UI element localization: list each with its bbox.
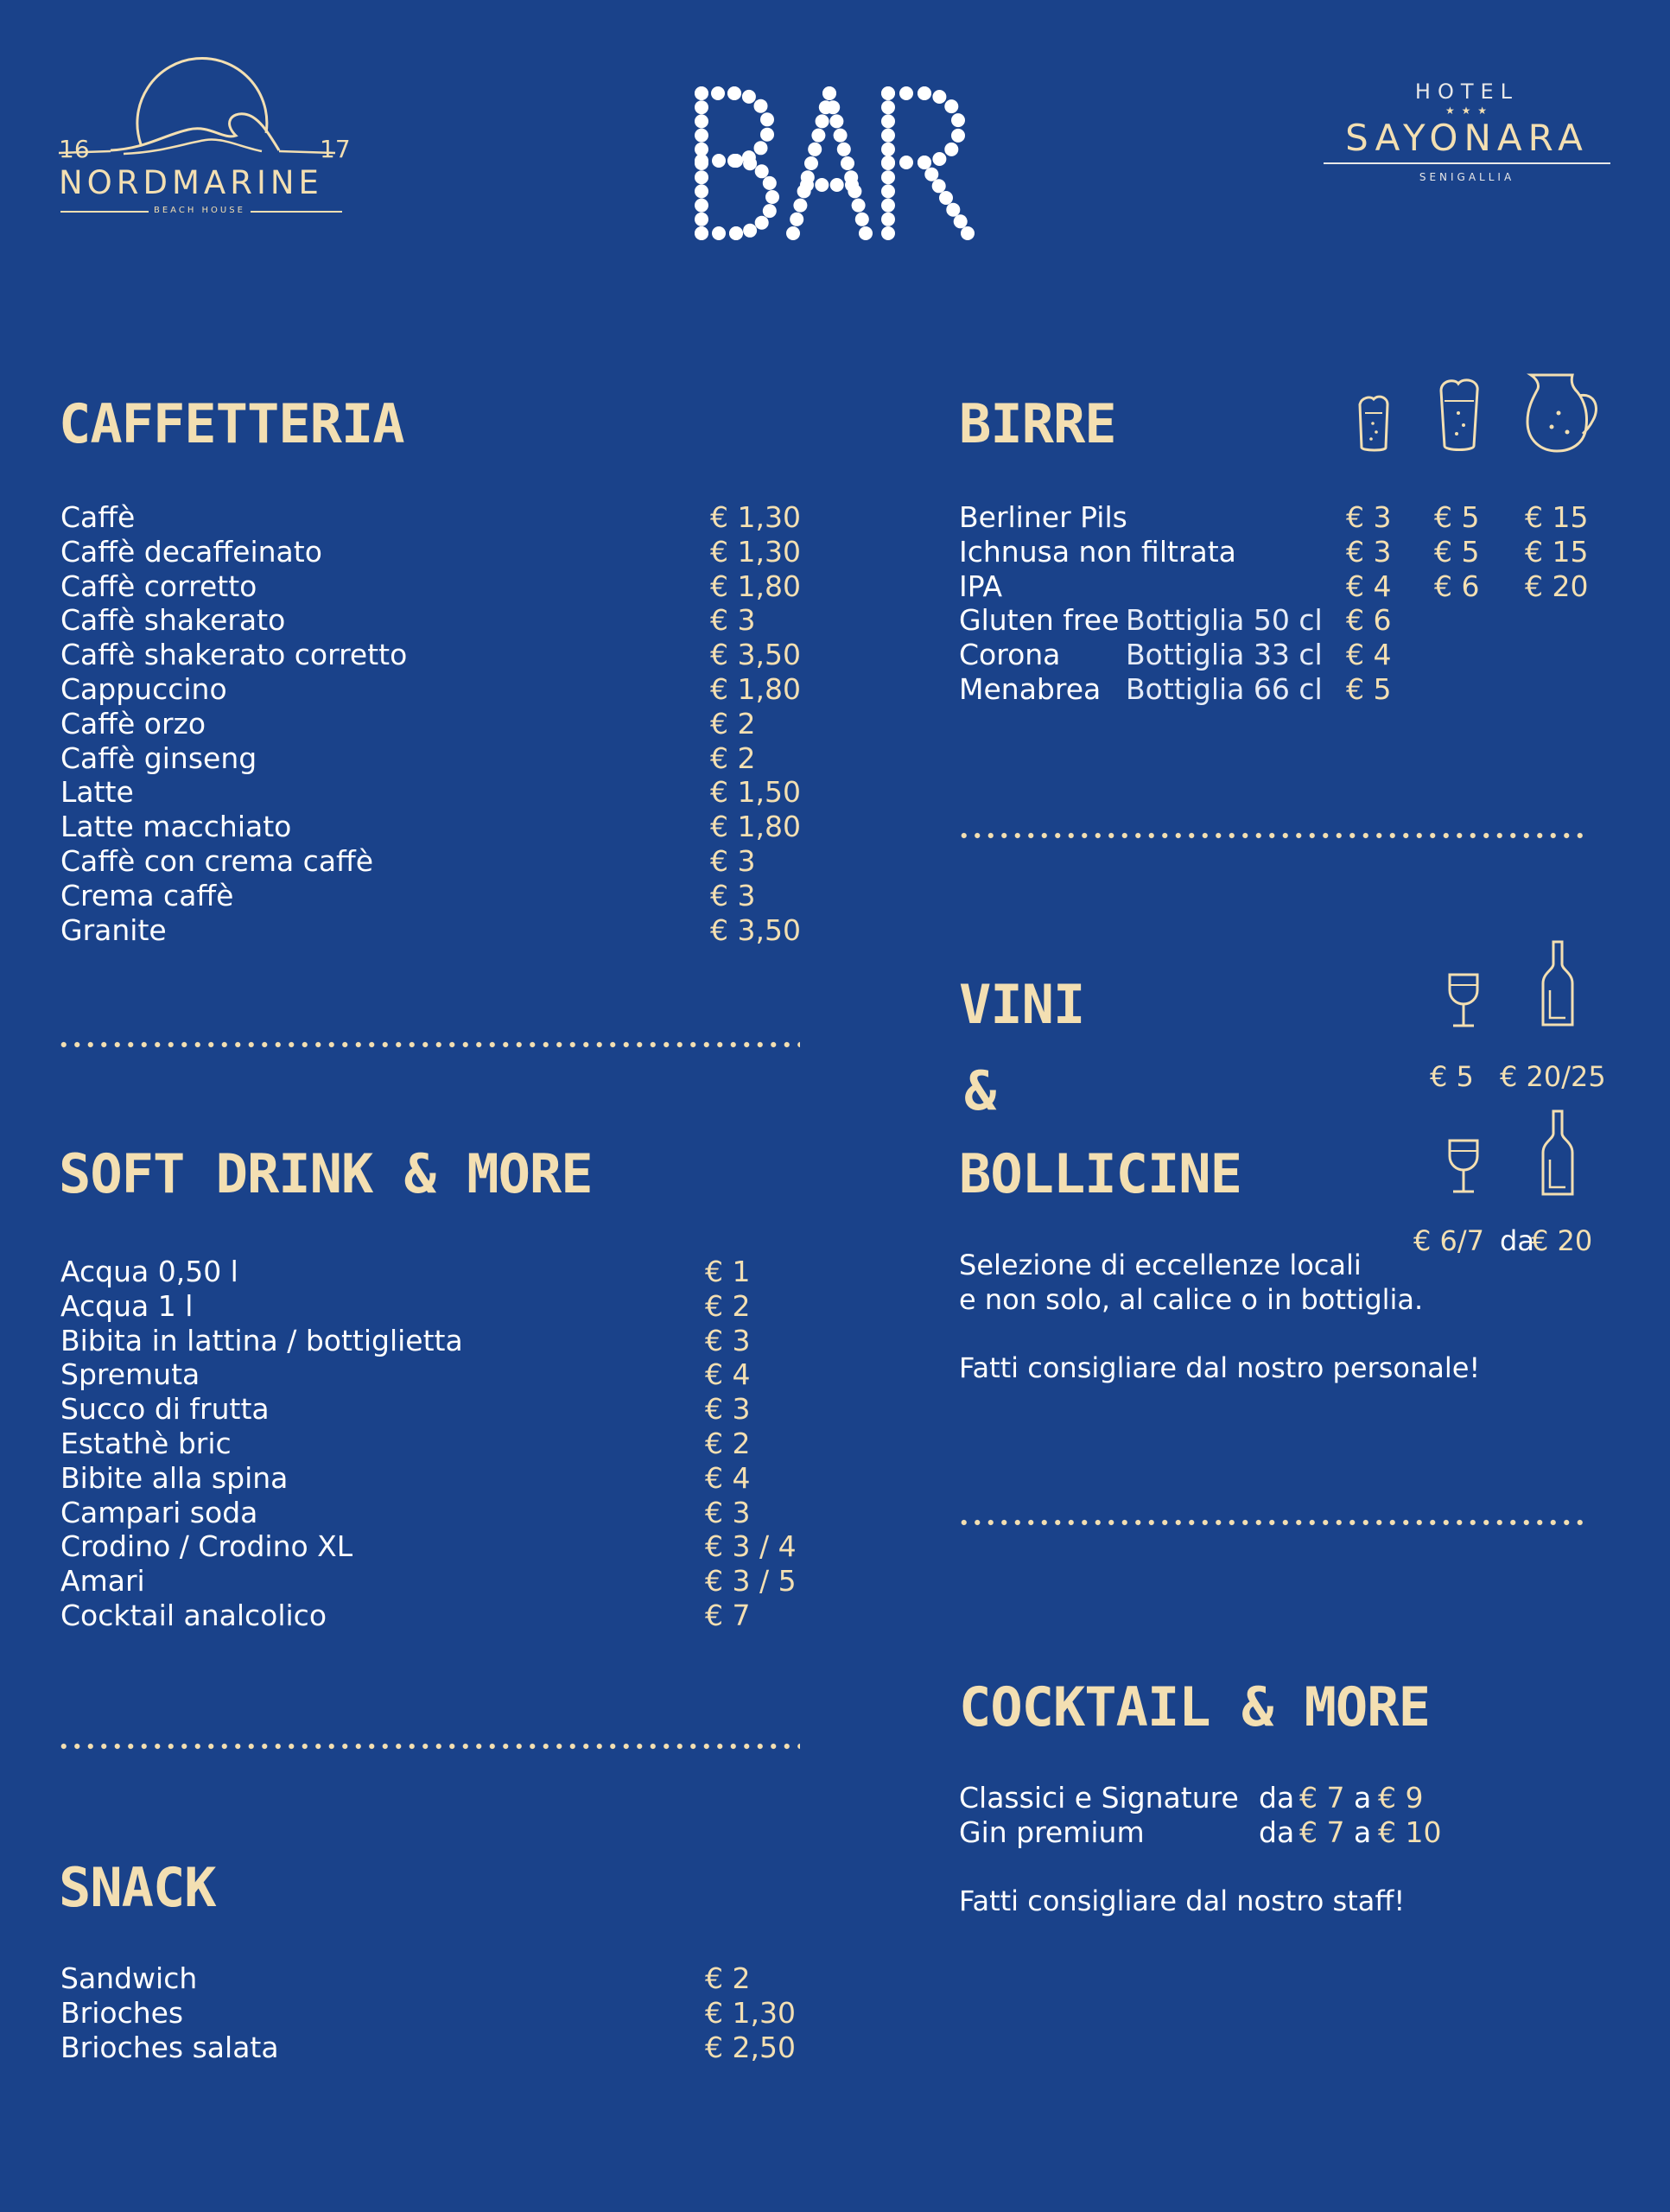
menu-item-price: € 3 / 4 [705, 1529, 797, 1564]
cocktail-price-to: € 10 [1378, 1815, 1442, 1849]
menu-item-price: € 4 [705, 1357, 751, 1392]
section-title-ampersand: & [964, 1059, 996, 1122]
menu-item-name: Caffè decaffeinato [60, 534, 322, 569]
menu-item-price: € 1,30 [710, 500, 801, 534]
menu-item [60, 1392, 838, 1427]
menu-item-price: € 2 [705, 1288, 751, 1323]
menu-item-name: Crema caffè [60, 878, 234, 912]
menu-item-price: € 3 [710, 603, 756, 638]
vini-description-3: Fatti consigliare dal nostro personale! [959, 1351, 1481, 1384]
menu-item [60, 1255, 838, 1289]
beer-price-pitcher: € 15 [1525, 500, 1589, 534]
logo-year-right: 17 [320, 135, 351, 163]
sparkling-bottle-prefix: da [1500, 1224, 1534, 1257]
menu-item [60, 672, 838, 707]
menu-item [60, 2031, 838, 2065]
sparkling-bottle-price: € 20 [1531, 1224, 1593, 1257]
cocktail-name: Gin premium [959, 1815, 1145, 1849]
snack-list [60, 1961, 838, 2064]
menu-item [60, 879, 838, 913]
menu-item [60, 535, 838, 569]
dotted-divider-1 [57, 1040, 800, 1049]
menu-item-price: € 1,30 [705, 1995, 796, 2030]
menu-item-name: Spremuta [60, 1357, 200, 1392]
beer-bottle-size: Bottiglia 33 cl [1126, 638, 1323, 672]
soft-drink-list [60, 1255, 838, 1633]
section-title-cocktail: COCKTAIL & MORE [959, 1675, 1430, 1738]
section-title-soft-drink: SOFT DRINK & MORE [59, 1142, 593, 1205]
menu-item-price: € 3 [710, 878, 756, 912]
menu-item-price: € 1,80 [710, 810, 801, 844]
cocktail-note: Fatti consigliare dal nostro staff! [959, 1885, 1406, 1917]
small-beer-glass-icon [1355, 394, 1394, 454]
menu-item [60, 810, 838, 844]
menu-item-name: Brioches [60, 1995, 184, 2030]
menu-item [60, 1324, 838, 1358]
menu-item-price: € 7 [705, 1598, 751, 1632]
menu-item [60, 1461, 838, 1496]
beer-name: IPA [959, 569, 1003, 603]
cocktail-price-to: € 9 [1378, 1781, 1424, 1815]
beer-name: Ichnusa non filtrata [959, 534, 1236, 569]
wine-glass-price: € 5 [1430, 1060, 1474, 1093]
cocktail-from-label: da [1259, 1781, 1295, 1815]
vini-description-1: Selezione di eccellenze locali [959, 1249, 1362, 1281]
vini-description-2: e non solo, al calice o in bottiglia. [959, 1283, 1424, 1316]
dotted-divider-4 [957, 1518, 1588, 1527]
menu-item [60, 500, 838, 535]
beer-price-medium: € 6 [1434, 569, 1480, 603]
menu-item-price: € 1,80 [710, 569, 801, 603]
cocktail-item [959, 1781, 1650, 1815]
menu-item-name: Succo di frutta [60, 1392, 270, 1427]
beer-name: Berliner Pils [959, 500, 1127, 534]
menu-item-price: € 2 [705, 1426, 751, 1460]
beer-price-medium: € 5 [1434, 500, 1480, 534]
cocktail-to-label: a [1354, 1815, 1372, 1849]
section-title-birre: BIRRE [959, 392, 1116, 455]
menu-item-name: Campari soda [60, 1495, 258, 1529]
menu-item-name: Bibite alla spina [60, 1460, 289, 1495]
menu-item-price: € 1,80 [710, 671, 801, 706]
cocktail-list [959, 1781, 1650, 1850]
section-title-bollicine: BOLLICINE [959, 1142, 1241, 1205]
menu-item-name: Caffè [60, 500, 136, 534]
menu-item [60, 741, 838, 776]
page-title [691, 83, 985, 244]
logo-hotel-divider [1324, 162, 1610, 164]
menu-item [60, 913, 838, 948]
beer-price-small: € 4 [1346, 569, 1392, 603]
beer-price-pitcher: € 15 [1525, 534, 1589, 569]
menu-item-name: Caffè corretto [60, 569, 257, 603]
beer-price-pitcher: € 20 [1525, 569, 1589, 603]
menu-item-price: € 3 [705, 1392, 751, 1427]
beer-price-small: € 6 [1346, 603, 1392, 638]
menu-item [60, 1427, 838, 1461]
menu-item-name: Cocktail analcolico [60, 1598, 327, 1632]
menu-item-name: Sandwich [60, 1961, 198, 1995]
sparkling-bottle-icon [1540, 1108, 1576, 1199]
medium-beer-mug-icon [1434, 377, 1486, 453]
menu-item [60, 1961, 838, 1996]
menu-item [60, 1564, 838, 1599]
cocktail-from-label: da [1259, 1815, 1295, 1849]
menu-item [60, 775, 838, 810]
beer-item [959, 500, 1650, 535]
menu-item-price: € 2 [710, 741, 756, 775]
menu-item [60, 603, 838, 638]
menu-item [60, 638, 838, 672]
menu-item-price: € 4 [705, 1460, 751, 1495]
logo-nordmarine [59, 54, 352, 226]
menu-item-name: Acqua 1 l [60, 1288, 194, 1323]
beer-item [959, 672, 1650, 707]
wine-bottle-icon [1540, 938, 1576, 1030]
caffetteria-list [60, 500, 838, 947]
menu-item-price: € 3 / 5 [705, 1564, 797, 1599]
menu-item-price: € 2 [705, 1961, 751, 1995]
logo-hotel-label: HOTEL [1414, 79, 1520, 104]
section-title-vini: VINI [959, 973, 1085, 1036]
menu-item-name: Amari [60, 1564, 145, 1599]
menu-item [60, 844, 838, 879]
beer-price-medium: € 5 [1434, 534, 1480, 569]
menu-item-name: Caffè shakerato [60, 603, 286, 638]
menu-item-name: Latte macchiato [60, 810, 292, 844]
section-title-snack: SNACK [59, 1856, 216, 1919]
dotted-divider-3 [957, 831, 1588, 840]
beer-name: Corona [959, 638, 1061, 672]
beer-name: Menabrea [959, 671, 1102, 706]
menu-item-price: € 2,50 [705, 2030, 796, 2064]
beer-price-small: € 5 [1346, 671, 1392, 706]
beer-bottle-size: Bottiglia 66 cl [1126, 671, 1323, 706]
menu-item-name: Brioches salata [60, 2030, 279, 2064]
logo-sayonara [1322, 79, 1612, 192]
logo-stars: ★ ★ ★ [1445, 105, 1489, 117]
beer-bottle-size: Bottiglia 50 cl [1126, 603, 1323, 638]
menu-item-name: Crodino / Crodino XL [60, 1529, 353, 1564]
menu-item-name: Latte [60, 775, 134, 810]
section-title-caffetteria: CAFFETTERIA [59, 392, 404, 455]
wine-glass-icon [1446, 971, 1481, 1030]
menu-item-price: € 3 [705, 1323, 751, 1357]
menu-item [60, 707, 838, 741]
cocktail-price-from: € 7 [1299, 1815, 1345, 1849]
dotted-divider-2 [57, 1742, 800, 1751]
menu-item-price: € 3,50 [710, 638, 801, 672]
beer-price-small: € 3 [1346, 534, 1392, 569]
menu-item [60, 1289, 838, 1324]
menu-item-name: Caffè ginseng [60, 741, 257, 775]
beer-item [959, 535, 1650, 569]
menu-item-name: Caffè con crema caffè [60, 843, 374, 878]
beer-item [959, 638, 1650, 672]
sparkling-glass-icon [1446, 1137, 1481, 1196]
menu-item-price: € 3 [705, 1495, 751, 1529]
menu-item [60, 1996, 838, 2031]
menu-item [60, 1496, 838, 1530]
menu-item-price: € 1,50 [710, 775, 801, 810]
menu-item [60, 1529, 838, 1564]
cocktail-item [959, 1815, 1650, 1850]
menu-item [60, 1357, 838, 1392]
sparkling-glass-price: € 6/7 [1413, 1224, 1485, 1257]
cocktail-price-from: € 7 [1299, 1781, 1345, 1815]
menu-item [60, 1599, 838, 1633]
menu-item-name: Cappuccino [60, 671, 227, 706]
cocktail-to-label: a [1354, 1781, 1372, 1815]
menu-item-name: Granite [60, 912, 167, 947]
menu-item-name: Estathè bric [60, 1426, 232, 1460]
logo-hotel-city: SENIGALLIA [1419, 171, 1515, 183]
menu-item-price: € 2 [710, 706, 756, 741]
logo-brand-name: NORDMARINE [59, 164, 323, 201]
menu-item-price: € 3,50 [710, 912, 801, 947]
beer-price-small: € 4 [1346, 638, 1392, 672]
beer-item [959, 603, 1650, 638]
wave-sun-logo-icon [59, 54, 352, 157]
menu-item-price: € 1,30 [710, 534, 801, 569]
beer-name: Gluten free [959, 603, 1120, 638]
logo-hotel-name: SAYONARA [1345, 117, 1589, 159]
beer-item [959, 569, 1650, 604]
menu-item-price: € 3 [710, 843, 756, 878]
menu-item-name: Acqua 0,50 l [60, 1255, 238, 1288]
menu-item [60, 569, 838, 604]
menu-item-price: € 1 [705, 1255, 751, 1288]
menu-item-name: Caffè shakerato corretto [60, 638, 408, 672]
menu-item-name: Bibita in lattina / bottiglietta [60, 1323, 463, 1357]
menu-item-name: Caffè orzo [60, 706, 206, 741]
birre-list [959, 500, 1650, 707]
logo-brand-subtitle: BEACH HOUSE [149, 206, 251, 215]
wine-bottle-price: € 20/25 [1500, 1060, 1606, 1093]
beer-price-small: € 3 [1346, 500, 1392, 534]
beer-pitcher-icon [1521, 370, 1603, 456]
cocktail-name: Classici e Signature [959, 1781, 1239, 1815]
logo-year-left: 16 [59, 135, 90, 163]
